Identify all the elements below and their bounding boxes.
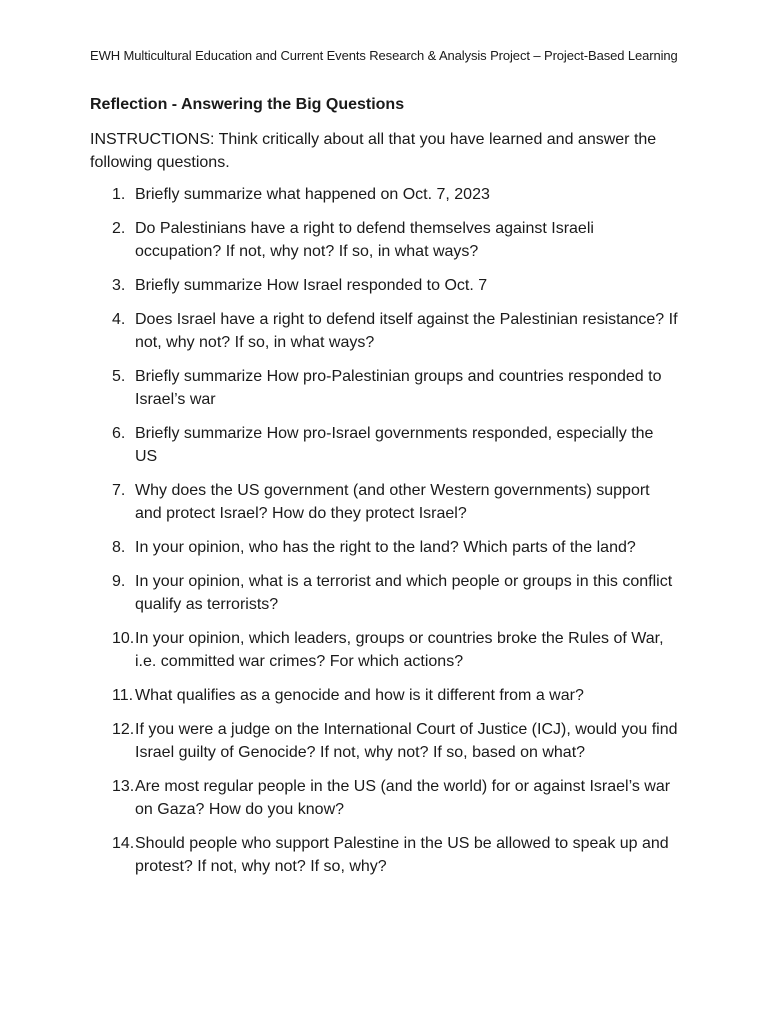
question-number: 10. <box>112 630 135 647</box>
question-text: Should people who support Palestine in the US be allowed to speak up and protest? If not, why not? If so, why? <box>135 835 669 875</box>
question-number: 5. <box>112 368 126 385</box>
question-number: 9. <box>112 573 126 590</box>
question-number: 8. <box>112 539 126 556</box>
question-item <box>90 718 680 764</box>
question-text: Briefly summarize what happened on Oct. 7, 2023 <box>135 186 490 203</box>
question-text: Does Israel have a right to defend itself against the Palestinian resistance? If not, why not? If so, in what ways? <box>135 311 678 351</box>
question-item <box>90 479 680 525</box>
question-text: In your opinion, who has the right to the land? Which parts of the land? <box>135 539 636 556</box>
question-item <box>90 570 680 616</box>
question-number: 7. <box>112 482 126 499</box>
question-text: In your opinion, what is a terrorist and which people or groups in this conflict qualify as terrorists? <box>135 573 673 613</box>
question-item <box>90 365 680 411</box>
question-text: Briefly summarize How Israel responded to Oct. 7 <box>135 277 488 294</box>
question-number: 4. <box>112 311 126 328</box>
question-item <box>90 775 680 821</box>
question-number: 6. <box>112 425 126 442</box>
questions-list <box>90 183 680 889</box>
section-heading: Reflection - Answering the Big Questions <box>90 96 405 113</box>
question-text: Why does the US government (and other Western governments) support and protect Israel? How do they protect Israel? <box>135 482 650 522</box>
question-item <box>90 217 680 263</box>
question-number: 1. <box>112 186 126 203</box>
question-text: Do Palestinians have a right to defend themselves against Israeli occupation? If not, why not? If so, in what ways? <box>135 220 594 260</box>
page-header: EWH Multicultural Education and Current Events Research & Analysis Project – Project-Based Learning <box>90 48 678 63</box>
question-text: Are most regular people in the US (and the world) for or against Israel’s war on Gaza? How do you know? <box>135 778 671 818</box>
question-item <box>90 536 680 559</box>
question-number: 11. <box>112 687 134 704</box>
question-item <box>90 627 680 673</box>
question-item <box>90 684 680 707</box>
question-item <box>90 183 680 206</box>
question-number: 13. <box>112 778 135 795</box>
question-text: What qualifies as a genocide and how is it different from a war? <box>135 687 584 704</box>
question-text: Briefly summarize How pro-Israel governments responded, especially the US <box>135 425 654 465</box>
question-item <box>90 422 680 468</box>
question-number: 12. <box>112 721 135 738</box>
question-number: 2. <box>112 220 126 237</box>
question-number: 14. <box>112 835 135 852</box>
question-text: In your opinion, which leaders, groups or countries broke the Rules of War, i.e. committed war crimes? For which actions? <box>135 630 664 670</box>
question-text: Briefly summarize How pro-Palestinian groups and countries responded to Israel’s war <box>135 368 662 408</box>
instructions-paragraph: INSTRUCTIONS: Think critically about all that you have learned and answer the following questions. <box>90 131 657 171</box>
question-item <box>90 832 680 878</box>
question-number: 3. <box>112 277 126 294</box>
question-item <box>90 274 680 297</box>
question-text: If you were a judge on the International Court of Justice (ICJ), would you find Israel guilty of Genocide? If not, why not? If so, based on what? <box>135 721 678 761</box>
question-item <box>90 308 680 354</box>
